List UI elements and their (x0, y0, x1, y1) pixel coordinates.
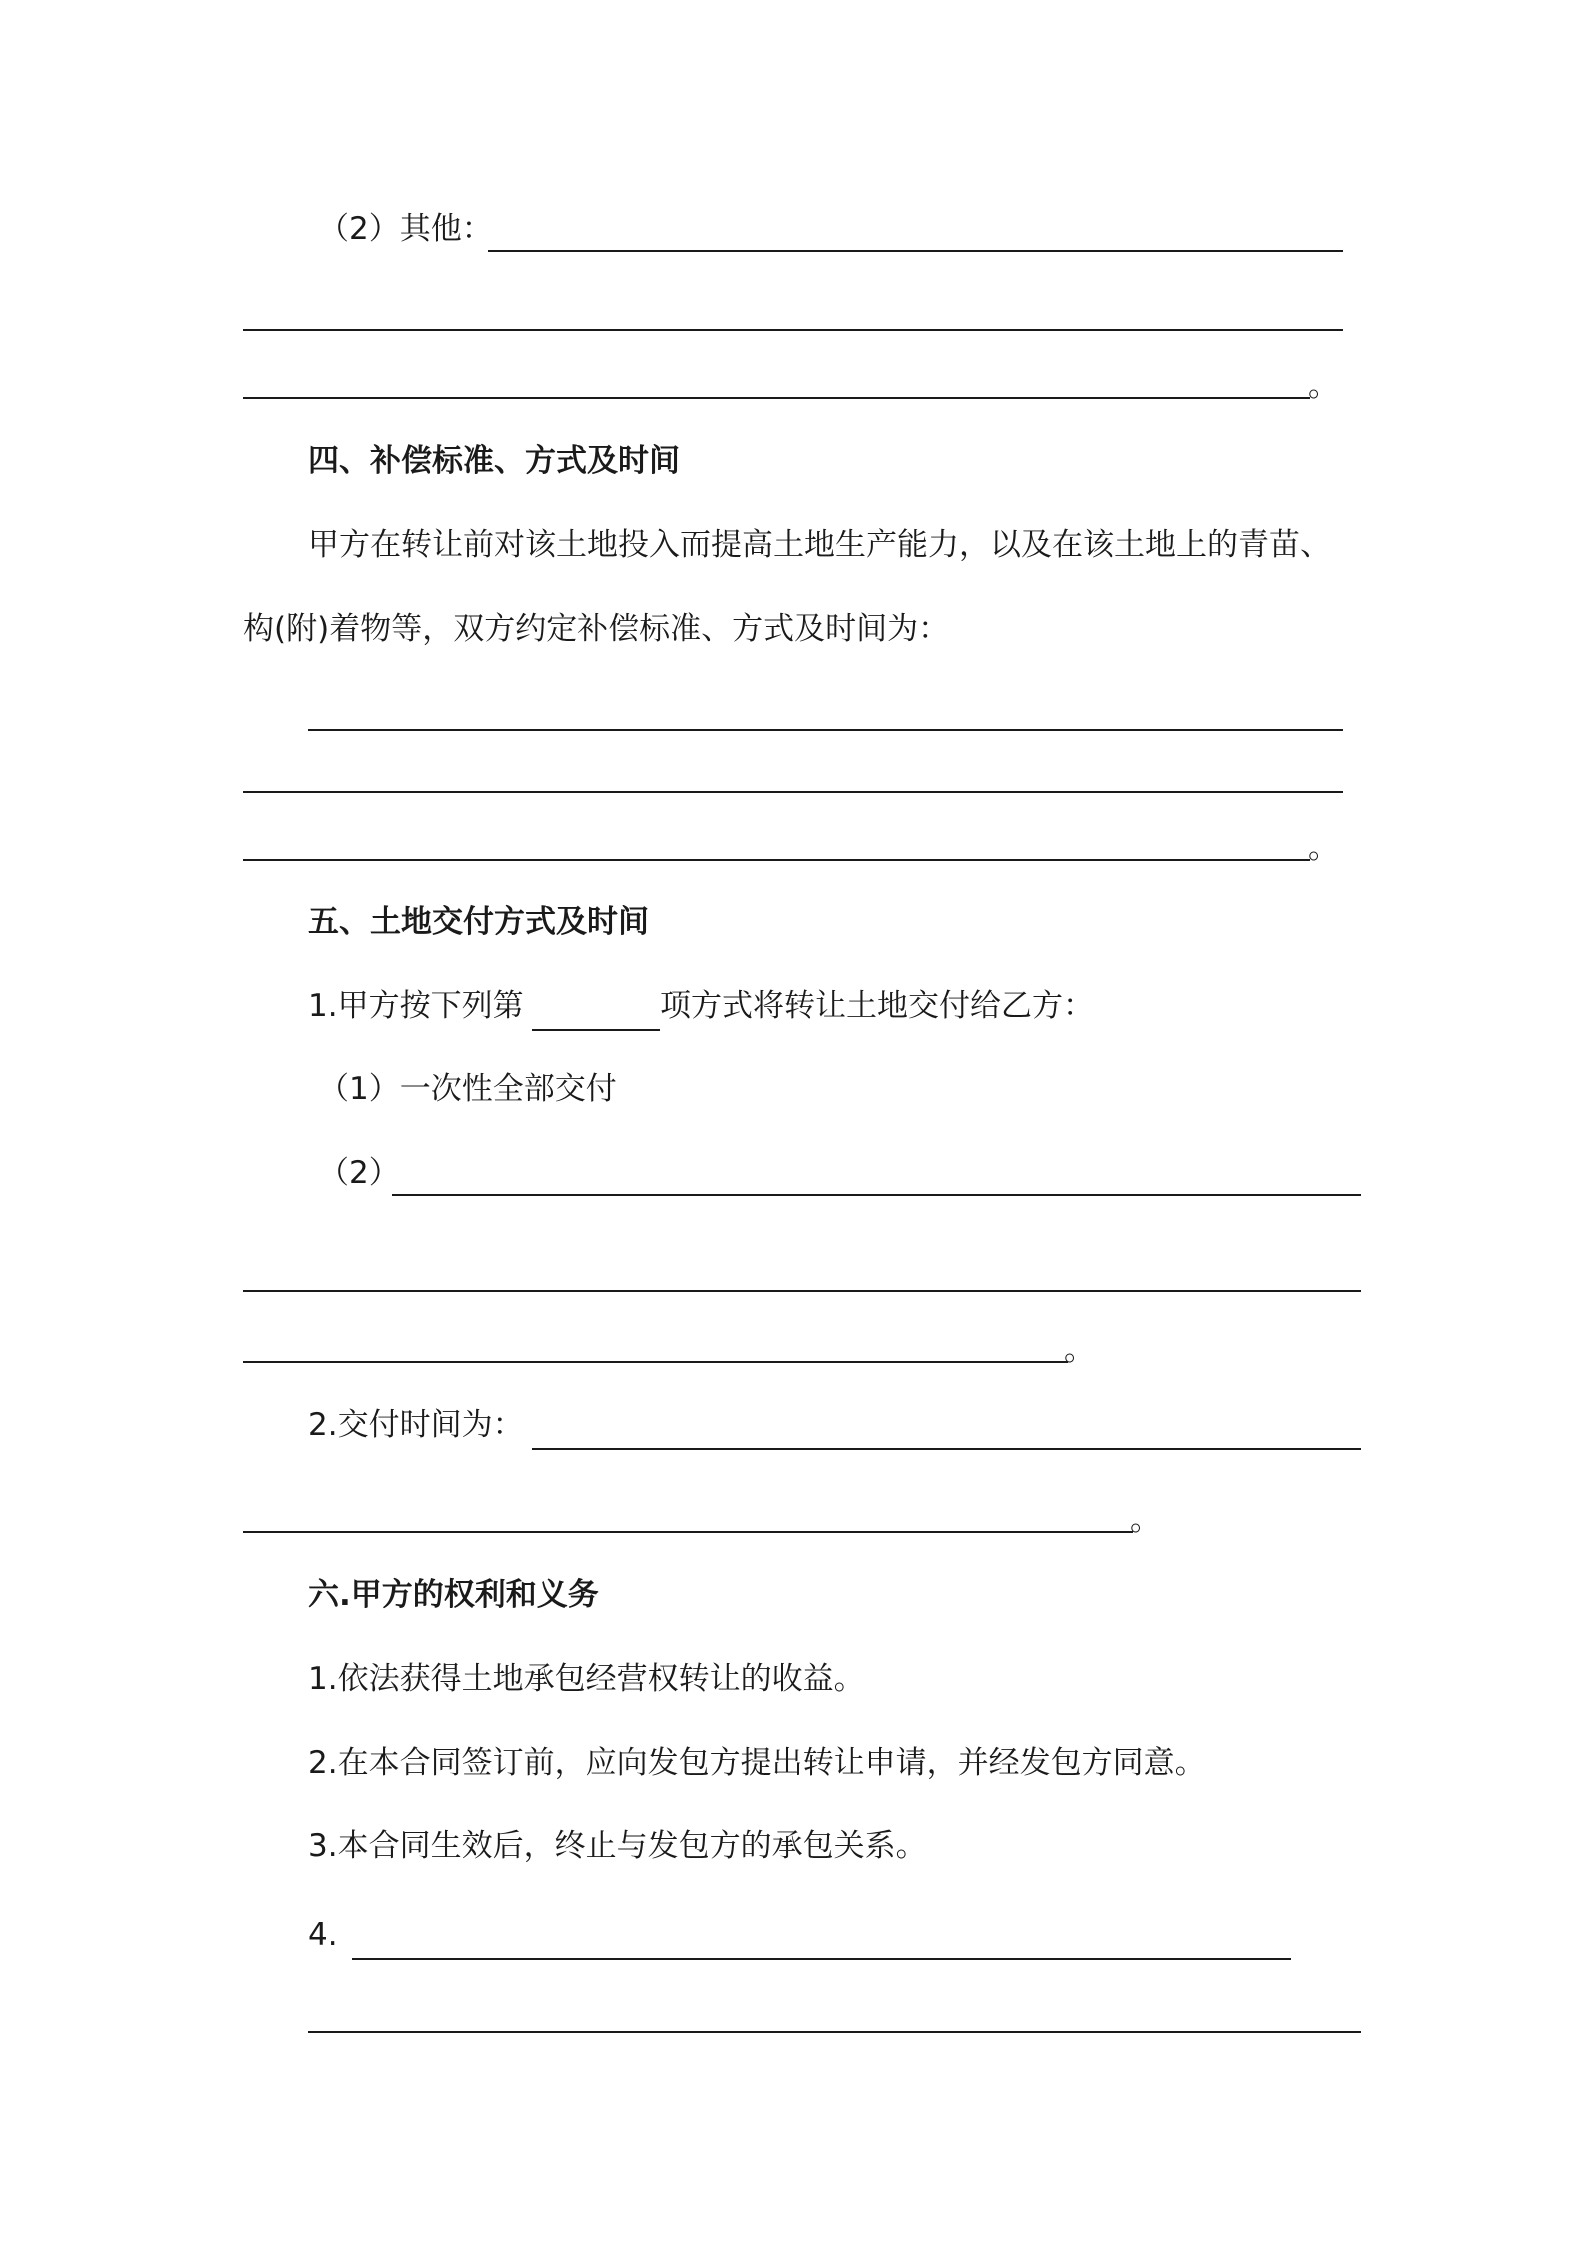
fill-in-line[interactable] (532, 1448, 1361, 1450)
fill-in-line[interactable] (243, 1531, 1133, 1533)
fill-in-line[interactable] (392, 1194, 1361, 1196)
fill-in-line[interactable] (308, 2031, 1361, 2033)
section-5-item-2: 2.交付时间为： (308, 1407, 524, 1443)
fill-in-line[interactable] (243, 859, 1310, 861)
section-6-item-3: 3.本合同生效后，终止与发包方的承包关系。 (308, 1828, 927, 1864)
fill-in-line[interactable] (243, 1290, 1361, 1292)
fill-in-line[interactable] (352, 1958, 1291, 1960)
section-5-item-1-prefix: 1.甲方按下列第 (308, 988, 524, 1024)
section-6-item-1: 1.依法获得土地承包经营权转让的收益。 (308, 1661, 865, 1697)
fill-in-line[interactable] (243, 397, 1310, 399)
section-5-option-2: （2） (318, 1155, 400, 1191)
period-mark: 。 (1064, 1332, 1095, 1368)
section-6-item-4: 4. (308, 1917, 338, 1953)
fill-in-line[interactable] (488, 250, 1343, 252)
section-6-item-2: 2.在本合同签订前，应向发包方提出转让申请，并经发包方同意。 (308, 1745, 1206, 1781)
period-mark: 。 (1308, 368, 1339, 404)
section-4-paragraph-line-1: 甲方在转让前对该土地投入而提高土地生产能力，以及在该土地上的青苗、 (308, 527, 1331, 563)
fill-in-line[interactable] (243, 791, 1343, 793)
section-4-title: 四、补偿标准、方式及时间 (308, 443, 680, 479)
period-mark: 。 (1130, 1502, 1161, 1538)
fill-in-line[interactable] (308, 729, 1343, 731)
item-2-other-label: （2）其他： (318, 211, 493, 247)
section-5-option-1: （1）一次性全部交付 (318, 1071, 617, 1107)
section-6-title: 六.甲方的权利和义务 (308, 1577, 599, 1613)
fill-in-line[interactable] (243, 1361, 1068, 1363)
section-5-item-1-suffix: 项方式将转让土地交付给乙方： (660, 988, 1094, 1024)
fill-in-line[interactable] (532, 1029, 660, 1031)
period-mark: 。 (1308, 830, 1339, 866)
section-4-paragraph-line-2: 构(附)着物等，双方约定补偿标准、方式及时间为： (243, 611, 950, 647)
section-5-title: 五、土地交付方式及时间 (308, 904, 649, 940)
fill-in-line[interactable] (243, 329, 1343, 331)
